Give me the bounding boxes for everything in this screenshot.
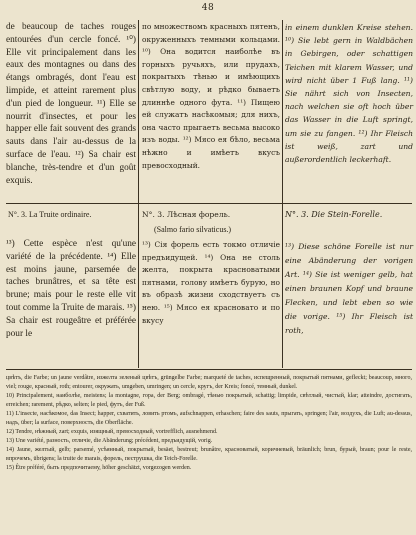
latin-name: (Salmo fario silvaticus.) xyxy=(154,225,232,234)
german-top-paragraph: in einem dunklen Kreise stehen. ¹⁰) Sie lebt gern in Waldbächen in Gebirgen, oder schattigen Teichen mit klarem Wasser, und wird nicht über 1 Fuß lang. ¹¹) Sie nährt sich von Insecten, nach welchen sie oft hoch über das Wasser in die Luft springt, um sie zu fangen. ¹²) Ihr Fleisch ist weiß, zart und außerordentlich leckerhaft. xyxy=(285,23,413,165)
column-rule-right xyxy=(282,20,283,368)
section-divider xyxy=(6,203,412,204)
french-bottom-paragraph: ¹³) Cette espèce n'est qu'une variété de la précédente. ¹⁴) Elle est moins jaune, parsemée de taches brunâtres, et sa tête est brune; mais pour le reste elle vit tout comme la Truite de marais. ¹⁵) Sa chair est rougeâtre et préférée pour le xyxy=(6,239,136,339)
page-number: 48 xyxy=(201,3,215,13)
footnote: 13) Une variété, разность, отличіе, die Abänderung; précédent, предъидущій, vorig. xyxy=(6,438,213,445)
german-column-top xyxy=(285,21,413,166)
footnote: 11) L'insecte, насѣкомое, das Insect; happer, схватить, ловить ртомъ, aufschnappen, erhaschen; faire des sauts, прыгать, springen; l'air, воздухъ, die Luft; au-dessus, надъ, über; la surface, поверхность, die Oberfläche. xyxy=(6,411,412,427)
footnote: 14) Jaune, желтый, gelb; parsemé, усѣянный, покрытый, besäet, bestreut; brunâtre, красноватый, коричневый, bräunlich; brun, бурый, braun; pour le reste, впрочемъ, übrigens; la truite de marais, форель, пеструшка, die Teich-Forelle. xyxy=(6,447,412,463)
french-section-heading: N°. 3. La Truite ordinaire. xyxy=(8,210,92,219)
footnotes xyxy=(6,374,412,474)
german-bottom-paragraph: ¹³) Diese schöne Forelle ist nur eine Abänderung der vorigen Art. ¹⁴) Sie ist weniger gelb, hat einen braunen Kopf und braune Flecken, und lebt eben so wie die vorige. ¹⁵) Ihr Fleisch ist roth, xyxy=(285,242,413,335)
french-column-top xyxy=(6,21,136,187)
german-section-heading: N°. 3. Die Stein-Forelle. xyxy=(285,210,383,219)
column-rule-left xyxy=(138,20,139,368)
russian-column-top xyxy=(142,21,280,172)
footnote: 12) Tendre, нѣжный, zart; exquis, изящный, превосходный, vortrefflich, ausnehmend. xyxy=(6,429,218,436)
footnote: цвѣтъ, die Farbe; un jaune verdâtre, изжелта зеленый цвѣтъ, grüngelbe Farbe; marqueté de taches, испещренный, покрытый пятнами, gefleckt; beaucoup, много, viel; rouge, красный, roth; entourer, окружать, umgeben, umringen; un cercle, кругъ, der Kreis; foncé, темный, dunkel. xyxy=(6,375,412,391)
german-column-bottom xyxy=(285,240,413,338)
footnote: 15) Être préféré, быть предпочитаему, höher geschätzt, vorgezogen werden. xyxy=(6,465,192,472)
footnote-rule xyxy=(6,369,412,370)
russian-top-paragraph: по множествомъ красныхъ пятенъ, окруженныхъ темными кольцами. ¹⁰) Она водится наиболѣе въ горныхъ ручьяхъ, или прудахъ, покрытыхъ тѣнью и имѣющихъ свѣтлую воду, и рѣдко бываетъ длиннѣе одного фута. ¹¹) Пищею ей служатъ насѣкомыя; для нихъ, она часто прыгаетъ весьма высоко изъ воды. ¹²) Мясо ея бѣло, весьма нѣжно и имѣетъ вкусъ превосходный. xyxy=(142,22,280,170)
russian-section-heading: N°. 3. Лѣсная форель. xyxy=(142,210,231,219)
footnote: 10) Principalement, наиболѣе, meistens; la montagne, гора, der Berg; ombragé, тѣнью покрытый, schattig; limpide, свѣтлый, чистый, klar; atteindre, достигать, erreichen; rarement, рѣдко, selten; le pied, футъ, der Fuß. xyxy=(6,393,412,409)
russian-bottom-paragraph: ¹³) Сія форель есть токмо отличіе предъидущей. ¹⁴) Она не столь желта, покрыта красноватыми пятнами, голову имѣетъ бурую, но въ образѣ жизни сходствуетъ съ нею. ¹⁵) Мясо ея красновато и по вкусу xyxy=(142,240,280,325)
french-column-bottom xyxy=(6,238,136,340)
french-top-paragraph: de beaucoup de taches rouges entourées d'un cercle foncé. ¹⁰) Elle vit principalement dans les eaux des montagnes ou dans des étangs ombragés, dont l'eau est limpide, et atteint rarement plus d'un pied de longueur. ¹¹) Elle se nourrit d'insectes, et pour les happer elle fait souvent des grands sauts dans l'air au-dessus de la surface de l'eau. ¹²) Sa chair est blanche, très-tendre et d'un goût exquis. xyxy=(6,22,136,186)
russian-column-bottom xyxy=(142,239,280,327)
